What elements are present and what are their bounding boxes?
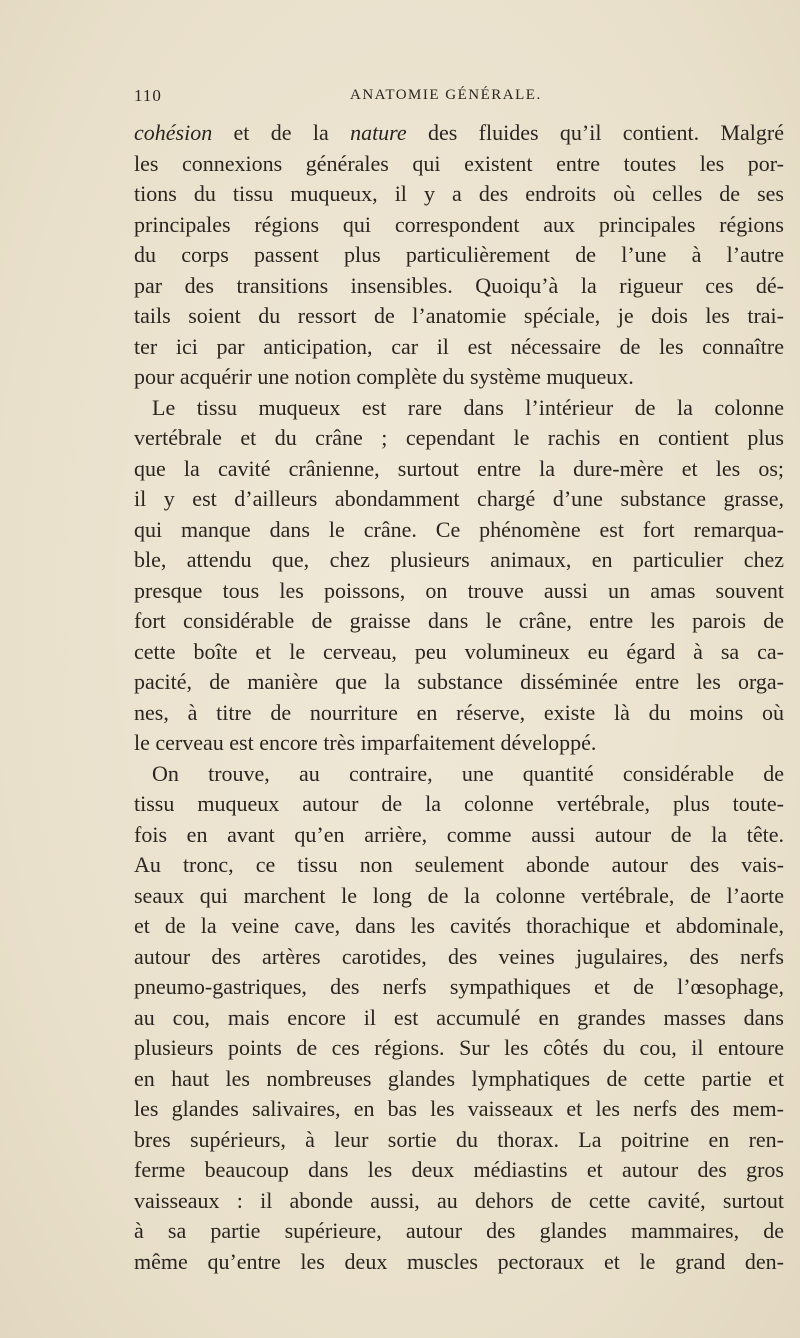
text-line: On trouve, au contraire, une quantité considérable de: [152, 760, 784, 786]
text-line: le cerveau est encore très imparfaitement développé.: [134, 730, 597, 755]
text-line: par des transitions insensibles. Quoiqu’à la rigueur ces dé-: [134, 272, 784, 298]
text-line: même qu’entre les deux muscles pectoraux et le grand den-: [134, 1248, 784, 1274]
text-line: et de la veine cave, dans les cavités thorachique et abdominale,: [134, 913, 784, 938]
text-line: ter ici par anticipation, car il est nécessaire de les connaître: [134, 333, 784, 359]
text-line: vertébrale et du crâne ; cependant le rachis en contient plus: [134, 425, 784, 450]
text-line: qui manque dans le crâne. Ce phénomène est fort remarqua-: [134, 516, 784, 542]
text-line: au cou, mais encore il est accumulé en grandes masses dans: [134, 1004, 784, 1030]
text-line: vaisseaux : il abonde aussi, au dehors de cette cavité, surtout: [134, 1187, 784, 1213]
text-line: du corps passent plus particulièrement de l’une à l’autre: [134, 242, 784, 267]
italic-term: cohésion: [134, 120, 213, 145]
text-line: que la cavité crânienne, surtout entre la dure-mère et les os;: [134, 455, 784, 481]
text-line: Au tronc, ce tissu non seulement abonde autour des vais-: [134, 852, 784, 877]
text-line: en haut les nombreuses glandes lymphatiques de cette partie et: [134, 1065, 784, 1091]
text-line: cohésion et de la nature des fluides qu’il contient. Malgré: [134, 120, 784, 145]
text-line: pacité, de manière que la substance disséminée entre les orga-: [134, 669, 784, 694]
body-text: [134, 118, 784, 1277]
text-line: autour des artères carotides, des veines jugulaires, des nerfs: [134, 943, 784, 969]
page-number: 110: [134, 86, 162, 105]
text-line: ble, attendu que, chez plusieurs animaux, en particulier chez: [134, 547, 784, 572]
text-line: presque tous les poissons, on trouve aussi un amas souvent: [134, 577, 784, 603]
running-head: ANATOMIE GÉNÉRALE.: [350, 87, 542, 103]
text-line: bres supérieurs, à leur sortie du thorax. La poitrine en ren-: [134, 1126, 784, 1152]
text-line: à sa partie supérieure, autour des glandes mammaires, de: [134, 1218, 784, 1243]
text-line: principales régions qui correspondent aux principales régions: [134, 211, 784, 237]
text-line: il y est d’ailleurs abondamment chargé d’une substance grasse,: [134, 486, 784, 511]
italic-term: nature: [350, 120, 407, 145]
text-line: ferme beaucoup dans les deux médiastins et autour des gros: [134, 1157, 784, 1182]
text-line: nes, à titre de nourriture en réserve, existe là du moins où: [134, 699, 784, 725]
text-line: Le tissu muqueux est rare dans l’intérieur de la colonne: [152, 394, 784, 420]
text-line: tails soient du ressort de l’anatomie spéciale, je dois les trai-: [134, 303, 784, 328]
text-line: pour acquérir une notion complète du système muqueux.: [134, 364, 634, 389]
text-line: pneumo-gastriques, des nerfs sympathiques et de l’œsophage,: [134, 974, 784, 999]
text-line: fois en avant qu’en arrière, comme aussi autour de la tête.: [134, 821, 784, 847]
text-line: tissu muqueux autour de la colonne vertébrale, plus toute-: [134, 791, 784, 816]
text-line: les connexions générales qui existent entre toutes les por-: [134, 150, 784, 176]
text-line: seaux qui marchent le long de la colonne vertébrale, de l’aorte: [134, 882, 784, 908]
text-line: cette boîte et le cerveau, peu volumineux eu égard à sa ca-: [134, 638, 784, 664]
text-line: tions du tissu muqueux, il y a des endroits où celles de ses: [134, 181, 784, 206]
page-header: [134, 86, 784, 110]
text-line: fort considérable de graisse dans le crâne, entre les parois de: [134, 608, 784, 633]
text-line: plusieurs points de ces régions. Sur les côtés du cou, il entoure: [134, 1035, 784, 1060]
text-line: les glandes salivaires, en bas les vaisseaux et les nerfs des mem-: [134, 1096, 784, 1121]
